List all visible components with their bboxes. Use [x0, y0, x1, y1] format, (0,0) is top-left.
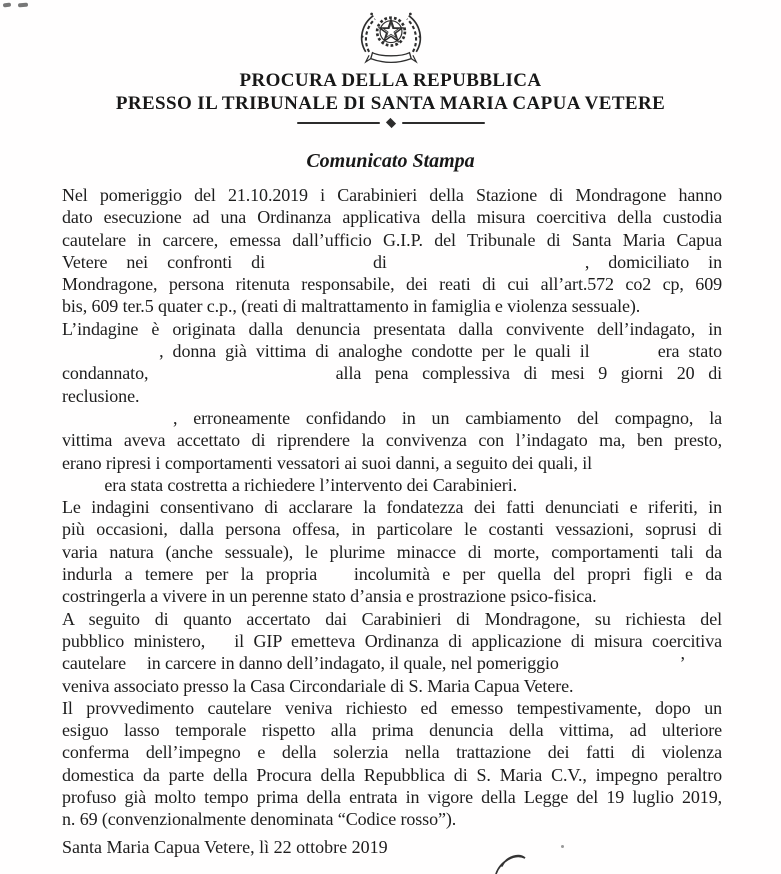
text-segment: , erroneamente confidando in un cambiamento del compagno, la: [172, 407, 722, 428]
text-line: [62, 184, 722, 206]
text-line: [62, 764, 722, 786]
text-line: [62, 808, 722, 830]
letterhead-court-name: PRESSO IL TRIBUNALE DI SANTA MARIA CAPUA VETERE: [115, 93, 666, 114]
text-line: [62, 474, 722, 496]
paragraph: [62, 697, 722, 831]
signature-stroke: [480, 850, 550, 874]
text-segment: di: [373, 251, 387, 272]
text-line: [62, 496, 722, 518]
text-segment: condannato,: [62, 363, 149, 384]
text-segment: in carcere in danno dell’indagato, il quale, nel pomeriggio: [146, 653, 559, 674]
text-line: [62, 385, 722, 407]
text-line: [62, 251, 722, 273]
text-line: [62, 697, 722, 719]
text-segment: indurla a temere per la propria: [62, 564, 318, 585]
text-line: [62, 273, 722, 295]
text-segment: Mondragone, persona ritenuta responsabile, dei reati di cui all’art.572 co2 cp, 609: [62, 274, 722, 295]
document-body: [62, 184, 722, 831]
text-segment: era stato: [657, 341, 722, 362]
text-segment: Nel pomeriggio del 21.10.2019 i Carabinieri della Stazione di Mondragone hanno: [62, 185, 722, 205]
text-segment: bis, 609 ter.5 quater c.p., (reati di maltrattamento in famiglia e violenza sessuale).: [62, 296, 641, 317]
text-segment: dato esecuzione ad una Ordinanza applicativa della misura coercitiva della custodia: [62, 207, 722, 228]
document-title: Comunicato Stampa: [306, 150, 475, 172]
text-line: [62, 719, 722, 741]
text-segment: L’indagine è originata dalla denuncia presentata dalla convivente dell’indagato, in: [62, 318, 722, 339]
text-segment: costringerla a vivere in un perenne stato d’ansia e prostrazione psico-fisica.: [62, 586, 597, 607]
text-line: [62, 518, 722, 540]
redacted-gap: [130, 667, 142, 669]
text-line: [62, 206, 722, 228]
paragraph: [62, 318, 722, 407]
redacted-gap: [406, 266, 566, 268]
text-line: [62, 362, 722, 384]
text-line: [62, 652, 722, 674]
ink-dot-artifact: [561, 845, 564, 848]
text-segment: cautelare: [62, 653, 127, 674]
text-line: [62, 229, 722, 251]
redacted-gap: [162, 377, 322, 379]
text-segment: reclusione.: [62, 385, 140, 406]
text-line: [62, 452, 722, 474]
text-line: [62, 407, 722, 429]
text-segment: varia natura (anche sessuale), le plurime minacce di morte, comportamenti tali da: [62, 541, 722, 562]
paragraph: [62, 407, 722, 496]
text-segment: vittima aveva accettato di riprendere la convivenza con l’indagato ma, ben presto,: [62, 430, 722, 451]
text-line: [62, 295, 722, 317]
paragraph: [62, 608, 722, 697]
text-segment: esiguo lasso temporale rispetto alla prima denuncia della vittima, ad ulteriore: [62, 720, 722, 741]
italian-republic-emblem-icon: [0, 3, 781, 72]
text-segment: ’: [679, 653, 686, 674]
text-segment: cautelare in carcere, emessa dall’ufficio G.I.P. del Tribunale di Santa Maria Capua: [62, 229, 722, 250]
letterhead-office-name: PROCURA DELLA REPUBBLICA: [239, 70, 542, 91]
text-segment: il GIP emetteva Ordinanza di applicazione di misura coercitiva: [234, 630, 722, 651]
text-segment: pubblico ministero,: [62, 630, 206, 651]
text-line: [62, 741, 722, 763]
text-segment: domestica da parte della Procura della Repubblica di S. Maria C.V., impegno peraltro: [62, 764, 722, 785]
text-segment: alla pena complessiva di mesi 9 giorni 20 di: [335, 363, 723, 384]
text-segment: n. 69 (convenzionalmente denominata “Codice rosso”).: [62, 809, 457, 830]
text-segment: veniva associato presso la Casa Circondariale di S. Maria Capua Vetere.: [62, 675, 574, 696]
redacted-gap: [563, 667, 675, 669]
text-line: [62, 318, 722, 340]
text-line: [62, 541, 722, 563]
text-line: [62, 429, 722, 451]
text-segment: , donna già vittima di analoghe condotte per le quali il: [159, 341, 590, 362]
text-segment: incolumità e per quella del propri figli e da: [353, 564, 722, 585]
text-line: [62, 585, 722, 607]
letterhead-divider: [0, 119, 781, 127]
redacted-gap: [62, 422, 157, 424]
redacted-gap: [215, 645, 225, 647]
text-segment: A seguito di quanto accertato dai Carabinieri di Mondragone, su richiesta del: [62, 608, 722, 629]
text-segment: conferma dell’impegno e della solerzia nella trattazione dei fatti di violenza: [62, 742, 722, 763]
text-segment: erano ripresi i comportamenti vessatori ai suoi danni, a seguito dei quali, il: [62, 452, 593, 473]
text-segment: profuso già molto tempo prima della entrata in vigore della Legge del 19 luglio 2019,: [62, 787, 722, 808]
paragraph: [62, 496, 722, 607]
redacted-gap: [599, 355, 649, 357]
text-line: [62, 786, 722, 808]
divider-rule-left: [297, 122, 380, 125]
text-segment: Le indagini consentivano di acclarare la fondatezza dei fatti denunciati e riferiti, in: [62, 497, 722, 518]
text-segment: Vetere nei confronti di: [62, 251, 265, 272]
divider-rule-right: [402, 122, 485, 125]
redacted-gap: [62, 355, 150, 357]
dateline: Santa Maria Capua Vetere, lì 22 ottobre 2019: [62, 837, 388, 857]
text-line: [62, 563, 722, 585]
text-line: [62, 608, 722, 630]
text-segment: , domiciliato in: [584, 251, 722, 272]
text-segment: Il provvedimento cautelare veniva richiesto ed emesso tempestivamente, dopo un: [62, 697, 722, 718]
text-line: [62, 340, 722, 362]
diamond-icon: [385, 118, 395, 128]
redacted-gap: [330, 578, 342, 580]
text-segment: più occasioni, dalla persona offesa, in particolare le costanti vessazioni, soprusi di: [62, 519, 722, 540]
text-line: [62, 630, 722, 652]
text-segment: era stata costretta a richiedere l’intervento dei Carabinieri.: [104, 474, 517, 495]
paragraph: [62, 184, 722, 318]
text-line: [62, 675, 722, 697]
redacted-gap: [62, 489, 100, 491]
redacted-gap: [284, 266, 354, 268]
